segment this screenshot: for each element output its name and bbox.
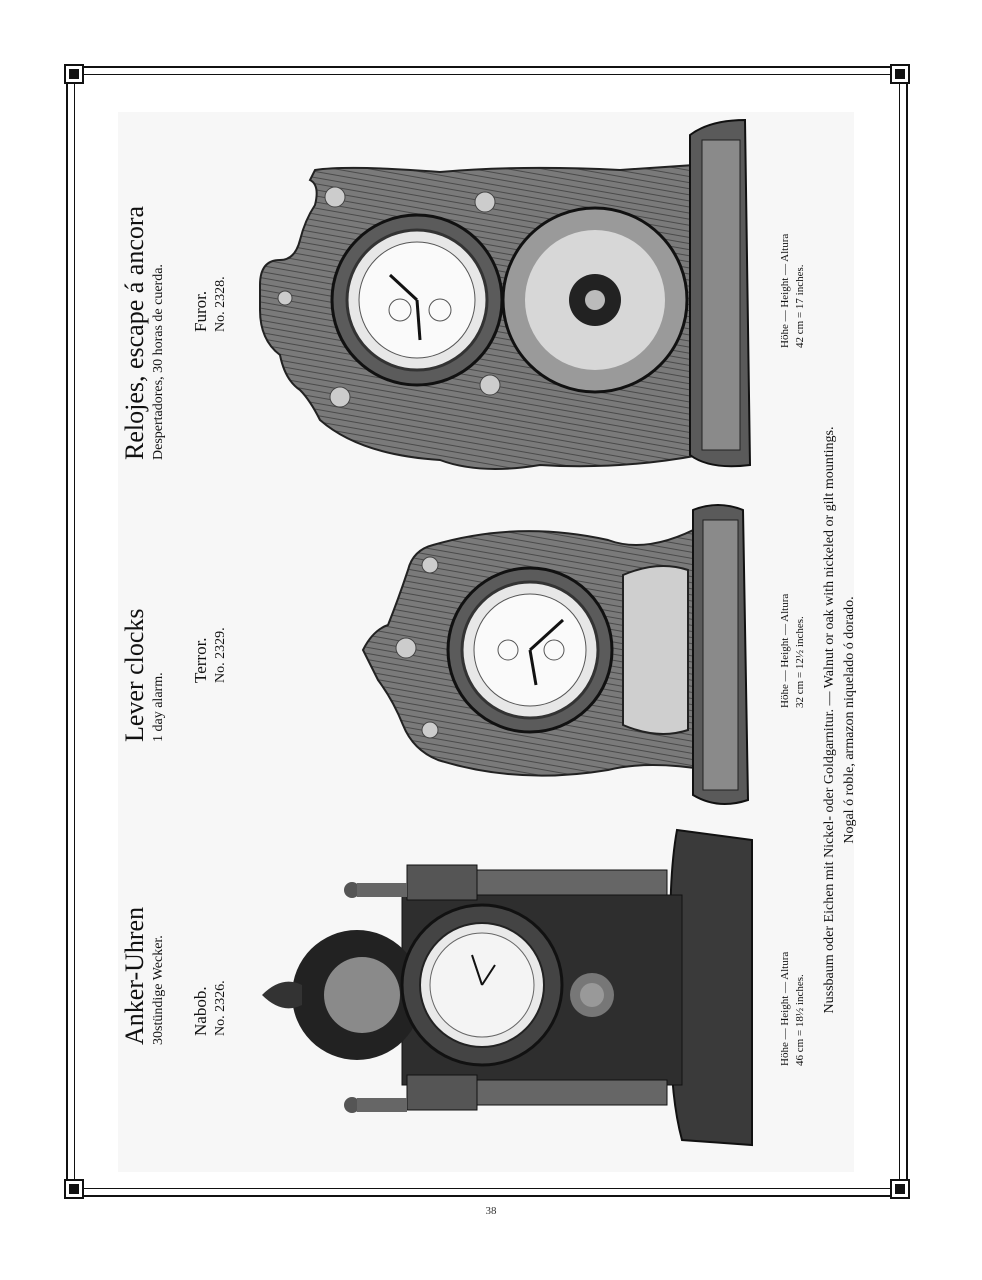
footnote-line-1: Nussbaum oder Eichen mit Nickel- oder Goldgarnitur. — Walnut or oak with nickeled or gilt mountings. <box>822 426 837 1014</box>
model-label-nabob <box>190 980 230 1036</box>
model-number: No. 2328. <box>213 276 228 332</box>
model-name: Terror. <box>191 637 210 683</box>
dimensions-nabob <box>778 952 808 1066</box>
clock-illustration-terror <box>358 500 758 810</box>
page-number: 38 <box>485 1205 497 1217</box>
footnote-line-2: Nogal ó roble, armazon niquelado ó dorado. <box>842 596 857 844</box>
section-subtitle: 30stündige Wecker. <box>151 935 166 1045</box>
dimension-value: 42 cm = 17 inches. <box>794 264 806 348</box>
section-header-anker-uhren <box>120 907 168 1045</box>
materials-footnote <box>820 400 860 1040</box>
section-subtitle: 1 day alarm. <box>151 672 166 742</box>
model-number: No. 2326. <box>213 980 228 1036</box>
section-title: Lever clocks <box>120 608 149 742</box>
model-name: Furor. <box>191 290 210 332</box>
clock-illustration-furor <box>240 110 760 490</box>
corner-ornament <box>66 66 82 82</box>
corner-ornament <box>892 1181 908 1197</box>
section-subtitle: Despertadores, 30 horas de cuerda. <box>151 264 166 460</box>
model-name: Nabob. <box>191 986 210 1036</box>
corner-ornament <box>892 66 908 82</box>
dimension-label: Höhe — Height — Altura <box>779 233 791 348</box>
section-header-relojes <box>120 206 168 460</box>
section-header-lever-clocks <box>120 608 168 742</box>
section-title: Relojes, escape á ancora <box>120 205 149 460</box>
dimension-label: Höhe — Height — Altura <box>779 951 791 1066</box>
model-number: No. 2329. <box>213 627 228 683</box>
section-title: Anker-Uhren <box>120 906 149 1045</box>
dimension-value: 46 cm = 18½ inches. <box>794 974 806 1066</box>
dimension-value: 32 cm = 12½ inches. <box>794 616 806 708</box>
model-label-terror <box>190 627 230 683</box>
model-label-furor <box>190 276 230 332</box>
dimensions-furor <box>778 234 808 348</box>
dimensions-terror <box>778 594 808 708</box>
clock-illustration-nabob <box>262 825 757 1155</box>
corner-ornament <box>66 1181 82 1197</box>
dimension-label: Höhe — Height — Altura <box>779 593 791 708</box>
